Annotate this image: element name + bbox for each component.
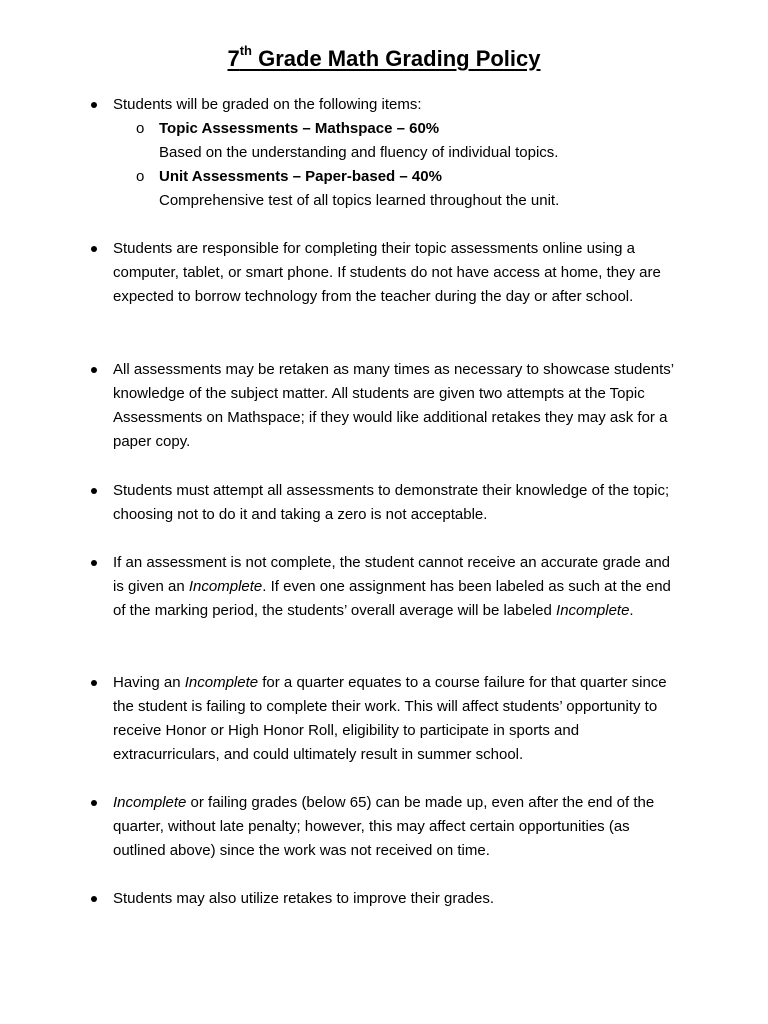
text-run: Having an [113,674,185,691]
policy-item-2: Students are responsible for completing their topic assessments online using a computer, tablet, or smart phone. If students do not have access at home, they are expected to borrow technology from the teacher during the day or after school. [113,240,661,305]
policy-item-3: All assessments may be retaken as many times as necessary to showcase students’ knowledge of the subject matter. All students are given two attempts at the Topic Assessments on Mathspace; if they would like additional retakes they may ask for a paper copy. [113,361,674,450]
bullet-icon [88,479,100,503]
bullet-icon [88,237,100,261]
bullet-icon [88,358,100,382]
text-run: or failing grades (below 65) can be made up, even after the end of the quarter, without late penalty; however, this may affect certain opportunities (as outlined above) since the work was not received on time. [113,794,655,859]
bullet-icon [88,671,100,695]
policy-item-8: Students may also utilize retakes to improve their grades. [113,890,495,907]
incomplete-term: Incomplete [113,794,187,811]
page-title-text [227,42,541,71]
subitem-1-title: Topic Assessments – Mathspace – 60% [159,120,440,137]
title-prefix: 7 [227,46,240,71]
incomplete-term: Incomplete [184,674,259,691]
subitem-2-description: Comprehensive test of all topics learned throughout the unit. [159,192,560,209]
subitem-2-title: Unit Assessments – Paper-based – 40% [159,168,442,185]
text-run: If an assessment is not complete, the student cannot receive an accurate grade and is given an [113,554,670,595]
sub-bullet-icon: o [136,120,145,137]
bullet-icon [88,551,100,575]
sub-bullet-icon: o [136,168,145,185]
text-run: for a quarter equates to a course failure for that quarter since the student is failing to complete their work. This will affect students’ opportunity to receive Honor or High Honor Roll, eligibility to participate in sports and extracurriculars, and could ultimately result in summer school. [113,674,667,763]
policy-item-5 [113,551,683,623]
incomplete-term: Incomplete [556,602,630,619]
bullet-icon [88,93,100,117]
policy-item-4: Students must attempt all assessments to demonstrate their knowledge of the topic; choosing not to do it and taking a zero is not acceptable. [113,482,670,523]
bullet-icon [88,791,100,815]
policy-item-7 [113,791,683,863]
title-main: Grade Math Grading Policy [252,46,541,71]
text-run: . If even one assignment has been labeled as such at the end of the marking period, the students’ overall average will be labeled [113,578,671,619]
incomplete-term: Incomplete [188,578,263,595]
policy-item-1: Students will be graded on the following items: [113,96,422,113]
title-superscript: th [239,42,252,58]
bullet-icon [88,887,100,911]
subitem-1-description: Based on the understanding and fluency of individual topics. [159,144,559,161]
page-title [0,42,768,72]
text-run: . [629,602,634,619]
policy-item-6 [113,671,683,767]
